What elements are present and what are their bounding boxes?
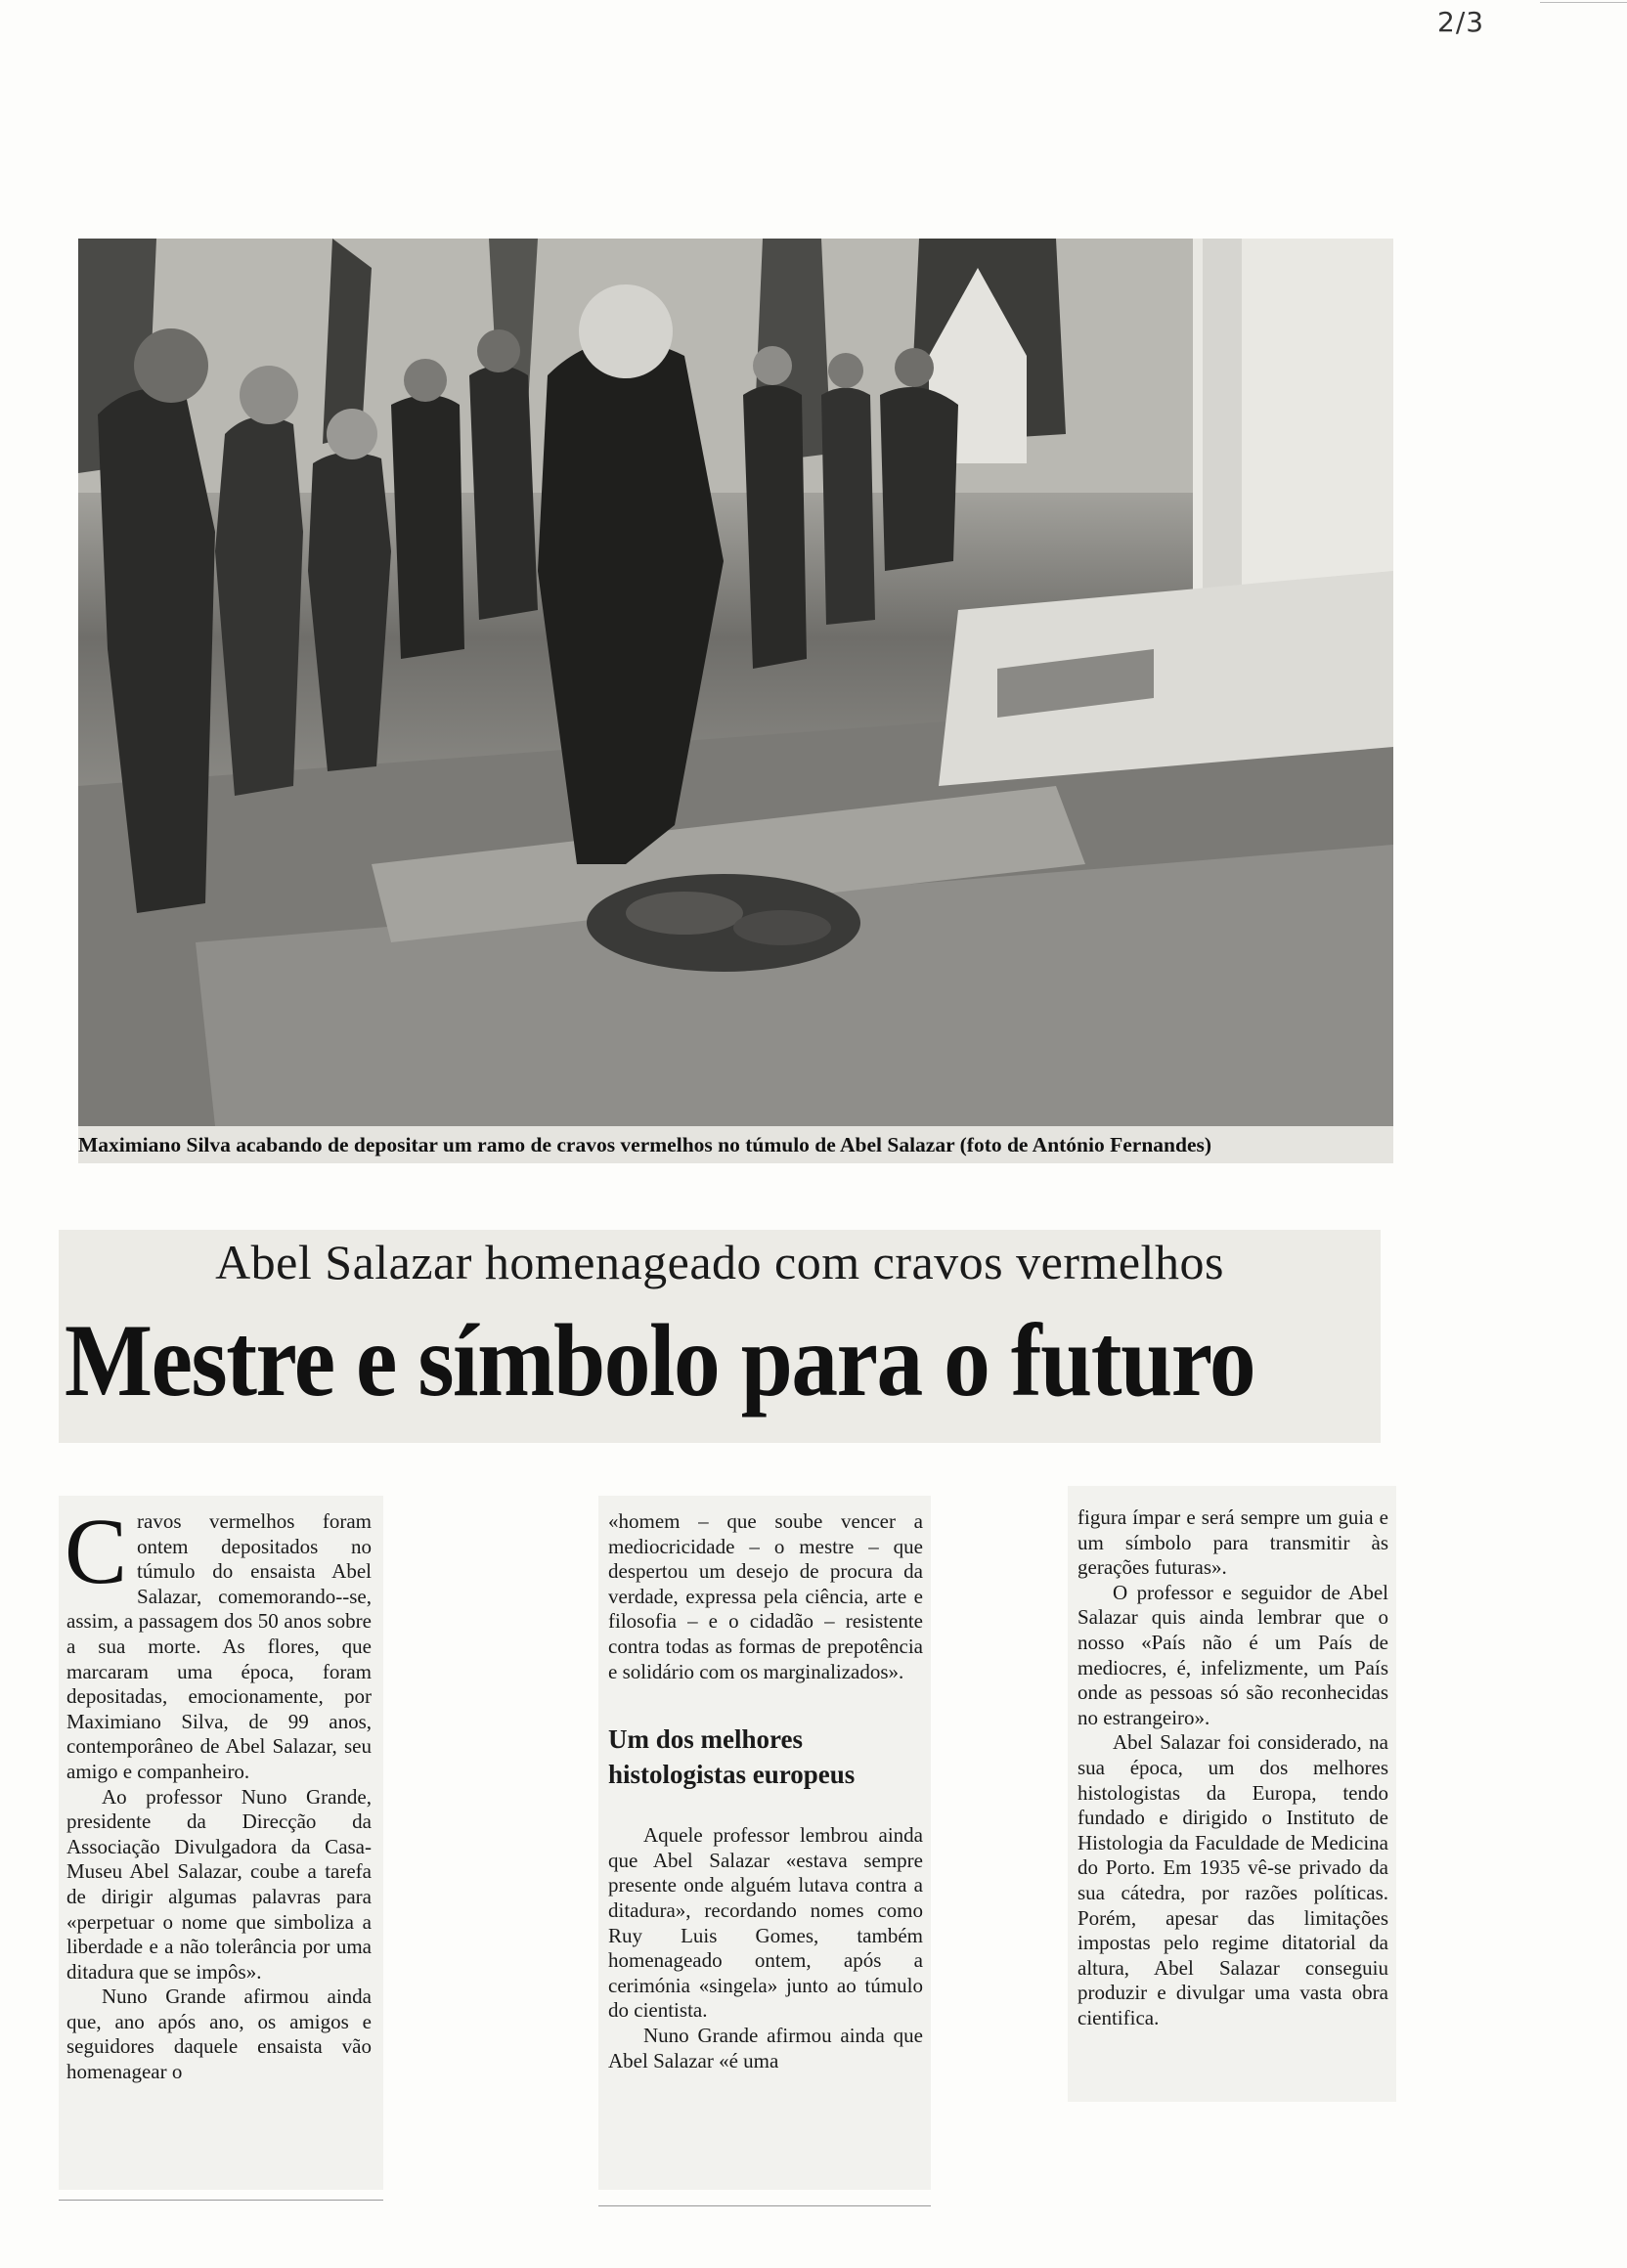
article-kicker: Abel Salazar homenageado com cravos vermelhos [215,1235,1224,1289]
photo-illustration [78,239,1393,1126]
column-2-paragraph-3: Nuno Grande afirmou ainda que Abel Salazar «é uma [608,2023,923,2072]
column-3-paragraph-1: figura ímpar e será sempre um guia e um símbolo para transmitir às gerações futuras». [1077,1505,1388,1580]
news-photo [78,239,1393,1126]
article-column-3 [1077,1505,1388,2030]
column-2-paragraph-2: Aquele professor lembrou ainda que Abel Salazar «estava sempre presente onde alguém lutava contra a ditadura», recordando nomes como Ruy Luis Gomes, também homenageado ontem, após a cerimónia «singela» junto ao túmulo do cientista. [608,1823,923,2023]
column-1-paragraph-2: Ao professor Nuno Grande, presidente da Direcção da Associação Divulgadora da Casa- Museu Abel Salazar, coube a tarefa de dirigir algumas palavras para «perpetuar o nome que simboliza a liberdade e a não tolerância por uma ditadura que se impôs». [66,1784,372,1984]
column-1-paragraph-1 [65,1499,372,1785]
column-3-paragraph-3: Abel Salazar foi considerado, na sua época, um dos melhores histologistas da Europa, tendo fundado e dirigido o Instituto de Histologia da Faculdade de Medicina do Porto. Em 1935 vê-se privado da sua cátedra, por razões políticas. Porém, apesar das limitações impostas pelo regime ditatorial da altura, Abel Salazar conseguiu produzir e divulgar uma vasta obra cientifica. [1077,1730,1388,2029]
column-2-paragraph-1: «homem – que soube vencer a mediocricidade – o mestre – que despertou um desejo de procura da verdade, expressa pela ciência, arte e filosofia – e o cidadão – resistente contra todas as formas de prepotência e solidário com os marginalizados». [608,1509,923,1683]
page-corner-line [1540,2,1627,3]
drop-cap: C [65,1499,128,1603]
page-number: 2/3 [1437,6,1485,38]
column-1-end-rule [59,2200,383,2201]
column-3-paragraph-2: O professor e seguidor de Abel Salazar quis ainda lembrar que o nosso «País não é um País de mediocres, é, infelizmente, um País onde as pessoas só são reconhecidas no estrangeiro». [1077,1580,1388,1729]
article-column-1 [65,1499,372,2085]
column-1-paragraph-1-text: ravos vermelhos foram ontem depositados no túmulo do ensaista Abel Salazar, comemorando--se, assim, a passagem dos 50 anos sobre a sua morte. As flores, que marcaram uma época, foram depositadas, emocionamente, por Maximiano Silva, de 99 anos, contemporâneo de Abel Salazar, seu amigo e companheiro. [66,1509,372,1783]
article-column-2 [608,1509,923,2073]
column-1-paragraph-3: Nuno Grande afirmou ainda que, ano após ano, os amigos e seguidores daquele ensaista vão homenagear o [66,1984,372,2084]
photo-caption: Maximiano Silva acabando de depositar um ramo de cravos vermelhos no túmulo de Abel Salazar (foto de António Fernandes) [78,1133,1212,1156]
column-2-end-rule [598,2205,931,2206]
column-2-subheading: Um dos melhores histologistas europeus [608,1724,856,1790]
article-headline: Mestre e símbolo para o futuro [65,1303,1255,1418]
